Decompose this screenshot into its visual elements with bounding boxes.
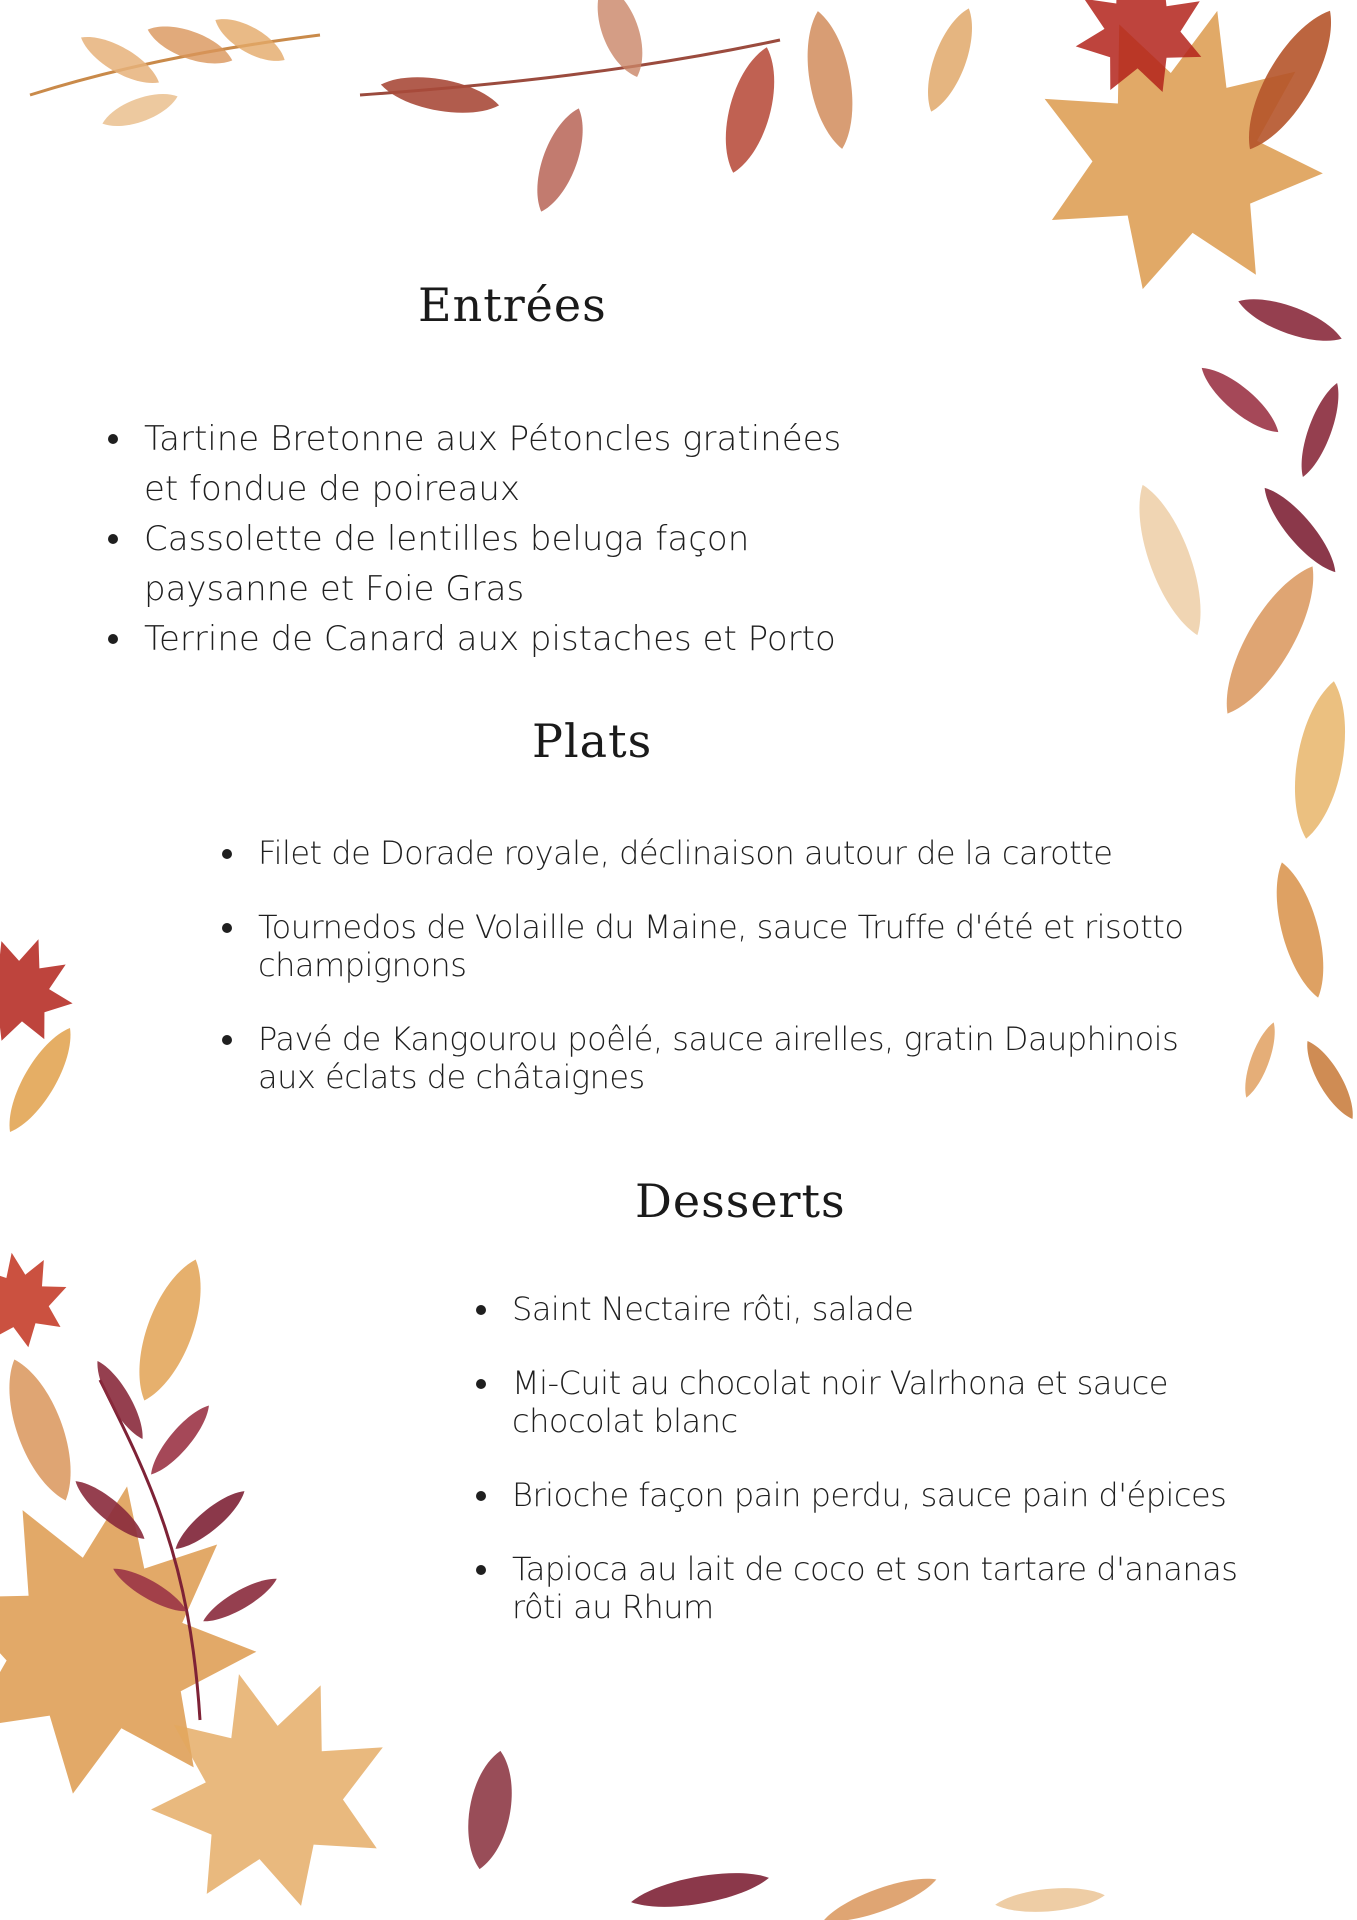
bottom-right-leaves <box>629 1865 1106 1920</box>
list-item: Terrine de Canard aux pistaches et Porto <box>108 614 868 664</box>
left-edge-leaves <box>0 921 89 1356</box>
list-item: Tartine Bretonne aux Pétoncles gratinées et fondue de poireaux <box>108 414 868 514</box>
desserts-list <box>476 1290 1296 1662</box>
entrees-list <box>108 414 868 664</box>
top-left-sprig <box>30 9 320 134</box>
list-item: Brioche façon pain perdu, sauce pain d'épices <box>476 1476 1296 1514</box>
list-item: Tournedos de Volaille du Maine, sauce Truffe d'été et risotto champignons <box>222 908 1242 984</box>
list-item: Mi-Cuit au chocolat noir Valrhona et sauce chocolat blanc <box>476 1364 1296 1440</box>
desserts-title: Desserts <box>635 1174 846 1228</box>
top-center-branch <box>360 0 984 217</box>
list-item: Pavé de Kangourou poêlé, sauce airelles, gratin Dauphinois aux éclats de châtaignes <box>222 1020 1242 1096</box>
list-item: Tapioca au lait de coco et son tartare d'ananas rôti au Rhum <box>476 1550 1296 1626</box>
entrees-title: Entrées <box>418 278 607 332</box>
bottom-left-cluster <box>0 1252 520 1920</box>
list-item: Filet de Dorade royale, déclinaison autour de la carotte <box>222 834 1242 872</box>
top-right-cluster <box>1004 0 1357 580</box>
list-item: Saint Nectaire rôti, salade <box>476 1290 1296 1328</box>
list-item: Cassolette de lentilles beluga façon paysanne et Foie Gras <box>108 514 868 614</box>
plats-title: Plats <box>532 714 653 768</box>
plats-list <box>222 834 1242 1132</box>
